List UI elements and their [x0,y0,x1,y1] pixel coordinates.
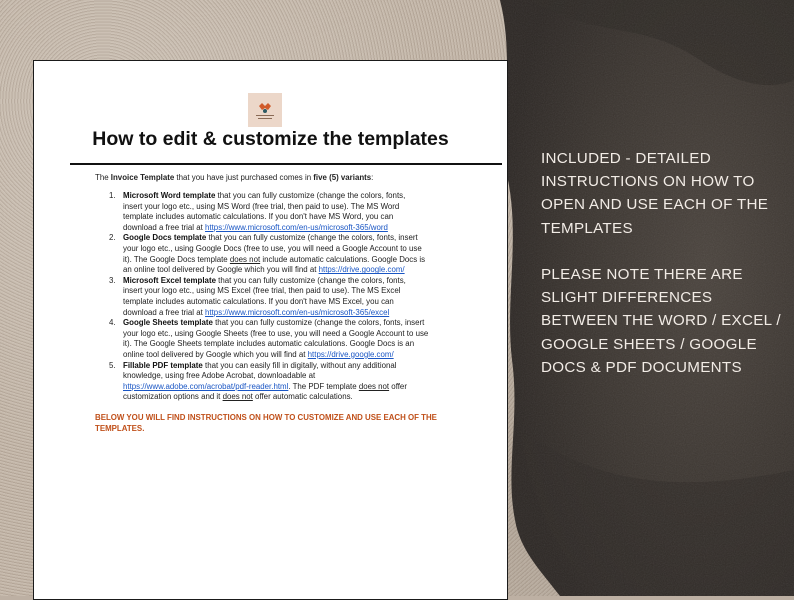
variant-text: include automatic calculations. Google Docs is [260,254,426,264]
document-title: How to edit & customize the templates [92,128,449,150]
variant-text: insert your logo etc., using MS Word (free trial, then paid to use). The MS Word [123,201,400,211]
variant-text: that you can fully customize (change the colors, fonts, [215,275,406,285]
variant-text: knowledge, using free Adobe Acrobat, downloadable at [123,371,316,381]
variant-text: your logo etc., using Google Docs (free to use, you will need a Google Account to use [123,243,422,253]
list-item-google-sheets [95,318,449,360]
underlined-text: does not [222,392,253,402]
intro-suffix: : [371,173,374,182]
variant-text: it). The Google Sheets template includes automatic calculations. Google Docs is an [123,339,415,349]
excel-download-link[interactable]: https://www.microsoft.com/en-us/microsoft-365/excel [205,307,390,317]
variant-text: that you can fully customize (change the colors, fonts, [215,191,406,200]
underlined-text: does not [358,381,390,391]
variant-text: download a free trial at [123,222,206,232]
variant-text: template includes automatic calculations. If you don't have MS Excel, you can [123,296,394,306]
variant-text: offer automatic calculations. [252,392,353,402]
list-number: 2. [109,233,116,243]
intro-text [95,173,373,182]
variant-name: Fillable PDF template [123,360,203,370]
side-heading-note: PLEASE NOTE THERE ARE SLIGHT DIFFERENCES BETWEEN THE WORD / EXCEL / GOOGLE SHEETS / GOOGLE DOCS & PDF DOCUMENTS [541,266,781,376]
variants-list [95,191,449,403]
list-number: 4. [109,318,116,328]
variant-text: offer [389,381,407,391]
brand-logo-icon [248,93,282,127]
list-number: 1. [109,191,116,200]
list-number: 3. [109,275,116,285]
intro-template-name: Invoice Template [110,173,175,182]
variant-name: Microsoft Word template [123,191,216,200]
list-item-word [95,191,449,233]
title-divider [70,163,502,165]
variant-text: . The PDF template [288,381,359,391]
intro-variant-count: five (5) variants [313,173,372,182]
list-item-google-docs [95,233,449,275]
variant-text: customization options and it [123,392,223,402]
list-item-excel [95,276,449,318]
intro-middle: that you have just purchased comes in [174,173,314,182]
instructions-note: BELOW YOU WILL FIND INSTRUCTIONS ON HOW TO CUSTOMIZE AND USE EACH OF THE TEMPLATES. [95,413,437,433]
variant-text: download a free trial at [123,307,206,317]
variant-name: Microsoft Excel template [123,275,216,285]
variant-name: Google Sheets template [123,318,213,328]
underlined-text: does not [229,254,261,264]
document-page [33,60,508,600]
variant-text: that you can easily fill in digitally, without any additional [202,360,397,370]
google-drive-link[interactable]: https://drive.google.com/ [318,265,405,275]
variant-name: Google Docs template [123,233,207,243]
list-number: 5. [109,360,116,370]
variant-text: your logo etc., using Google Sheets (free to use, you will need a Google Account to use [123,328,429,338]
list-item-pdf [95,361,449,403]
variant-text: an online tool delivered by Google which you will find at [123,265,319,275]
variant-text: that you can fully customize (change the colors, fonts, insert [212,318,425,328]
variant-text: insert your logo etc., using MS Excel (free trial, then paid to use). The MS Excel [123,286,401,296]
side-heading-included: INCLUDED - DETAILED INSTRUCTIONS ON HOW TO OPEN AND USE EACH OF THE TEMPLATES [541,150,769,237]
word-download-link[interactable]: https://www.microsoft.com/en-us/microsoft-365/word [205,222,388,232]
intro-prefix: The [95,173,111,182]
adobe-reader-link[interactable]: https://www.adobe.com/acrobat/pdf-reader.html [123,381,289,391]
variant-text: it). The Google Docs template [123,254,230,264]
variant-text: template includes automatic calculations. If you don't have MS Word, you can [123,212,394,222]
variant-text: that you can fully customize (change the colors, fonts, insert [206,233,418,243]
variant-text: online tool delivered by Google which you will find at [123,349,308,359]
google-drive-link[interactable]: https://drive.google.com/ [307,349,394,359]
